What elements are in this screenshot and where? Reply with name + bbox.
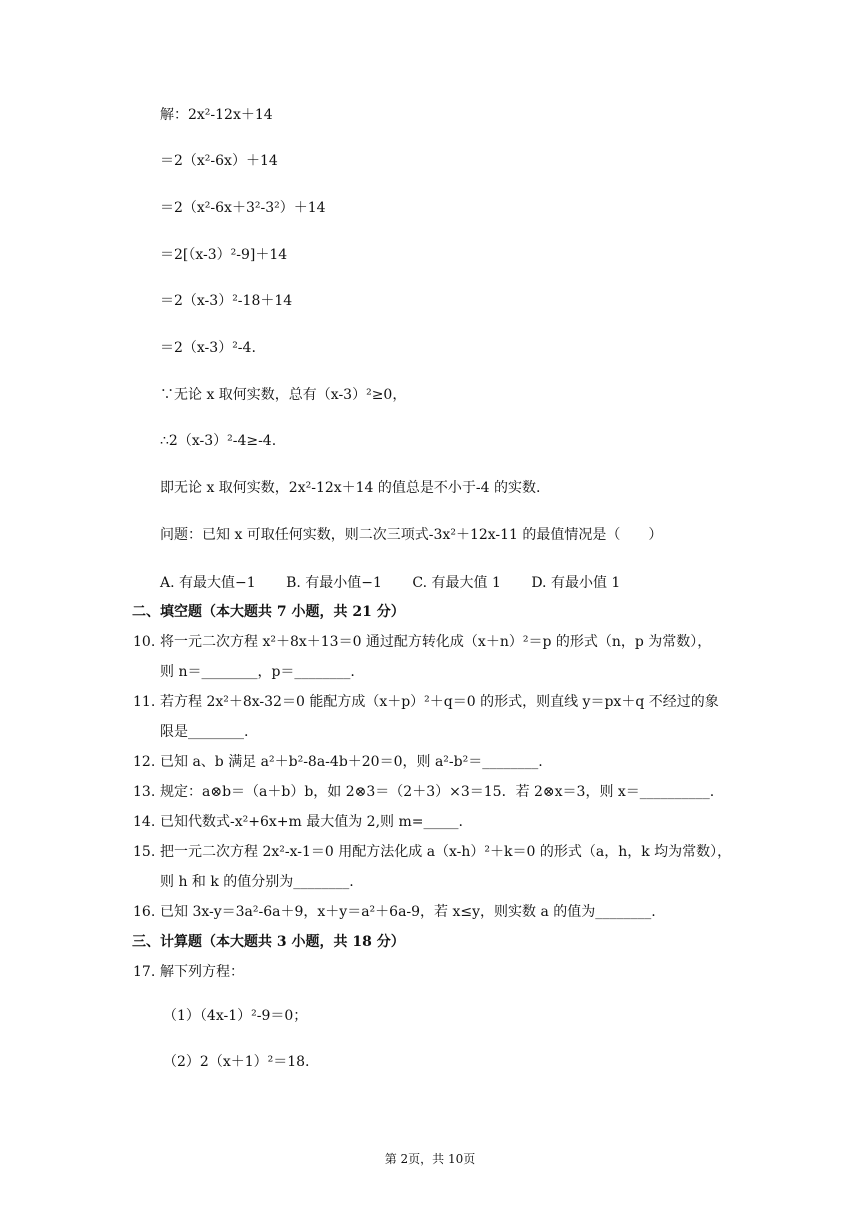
solution-line-5: ＝2（x-3）²-18＋14 (160, 293, 293, 309)
solution-line-8: ∴2（x-3）²-4≥-4. (160, 433, 277, 449)
q14-number: 14. (133, 814, 156, 830)
option-b: B. 有最小值−1 (286, 575, 382, 591)
solution-line-6: ＝2（x-3）²-4. (160, 340, 256, 356)
q13-number: 13. (133, 784, 156, 800)
answer-options (160, 573, 646, 593)
q14-line-1: 已知代数式-x²+6x+m 最大值为 2,则 m=_____. (160, 814, 463, 830)
solution-line-7: ∵无论 x 取何实数，总有（x-3）²≥0， (160, 387, 407, 403)
q13-line-1: 规定：a⊗b＝（a＋b）b，如 2⊗3＝（2＋3）×3＝15．若 2⊗x＝3，则 x＝__________. (160, 784, 715, 800)
q17-sub-1: （1）（4x-1）²-9＝0； (163, 1008, 308, 1024)
section-calc-title: 三、计算题（本大题共 3 小题，共 18 分） (132, 934, 405, 950)
q11-line-2: 限是________. (160, 724, 249, 740)
q15-number: 15. (133, 844, 156, 860)
question-line: 问题：已知 x 可取任何实数，则二次三项式-3x²＋12x-11 的最值情况是（ ） (160, 527, 663, 543)
q17-line-1: 解下列方程： (160, 964, 244, 980)
q11-number: 11. (133, 694, 156, 710)
q17-sub-2: （2）2（x＋1）²＝18. (163, 1054, 310, 1070)
option-d: D. 有最小值 1 (531, 575, 621, 591)
solution-line-2: ＝2（x²-6x）＋14 (160, 153, 278, 169)
option-a: A. 有最大值−1 (160, 575, 256, 591)
q15-line-2: 则 h 和 k 的值分别为________. (160, 874, 354, 890)
section-fill-blank-title: 二、填空题（本大题共 7 小题，共 21 分） (132, 604, 405, 620)
q10-number: 10. (133, 634, 156, 650)
solution-line-3: ＝2（x²-6x＋3²-3²）＋14 (160, 200, 326, 216)
q11-line-1: 若方程 2x²＋8x-32＝0 能配方成（x＋p）²＋q＝0 的形式，则直线 y＝px＋q 不经过的象 (160, 694, 719, 710)
page-footer: 第 2页，共 10页 (384, 1152, 476, 1166)
q16-line-1: 已知 3x-y＝3a²-6a＋9，x＋y＝a²＋6a-9，若 x≤y，则实数 a 的值为________. (160, 904, 656, 920)
q10-line-1: 将一元二次方程 x²＋8x＋13＝0 通过配方转化成（x＋n）²＝p 的形式（n，p 为常数）， (160, 634, 712, 650)
q17-number: 17. (133, 964, 156, 980)
q16-number: 16. (133, 904, 156, 920)
q12-number: 12. (133, 754, 156, 770)
option-c: C. 有最大值 1 (412, 575, 501, 591)
solution-line-9: 即无论 x 取何实数，2x²-12x＋14 的值总是不小于-4 的实数. (160, 480, 541, 496)
q12-line-1: 已知 a、b 满足 a²＋b²-8a-4b＋20＝0，则 a²-b²＝________. (160, 754, 543, 770)
solution-line-1: 解：2x²-12x＋14 (160, 107, 273, 123)
solution-line-4: ＝2[（x-3）²-9]＋14 (160, 247, 288, 263)
q15-line-1: 把一元二次方程 2x²-x-1＝0 用配方法化成 a（x-h）²＋k＝0 的形式（a，h，k 均为常数）， (160, 844, 732, 860)
q10-line-2: 则 n＝________，p＝________. (160, 664, 355, 680)
